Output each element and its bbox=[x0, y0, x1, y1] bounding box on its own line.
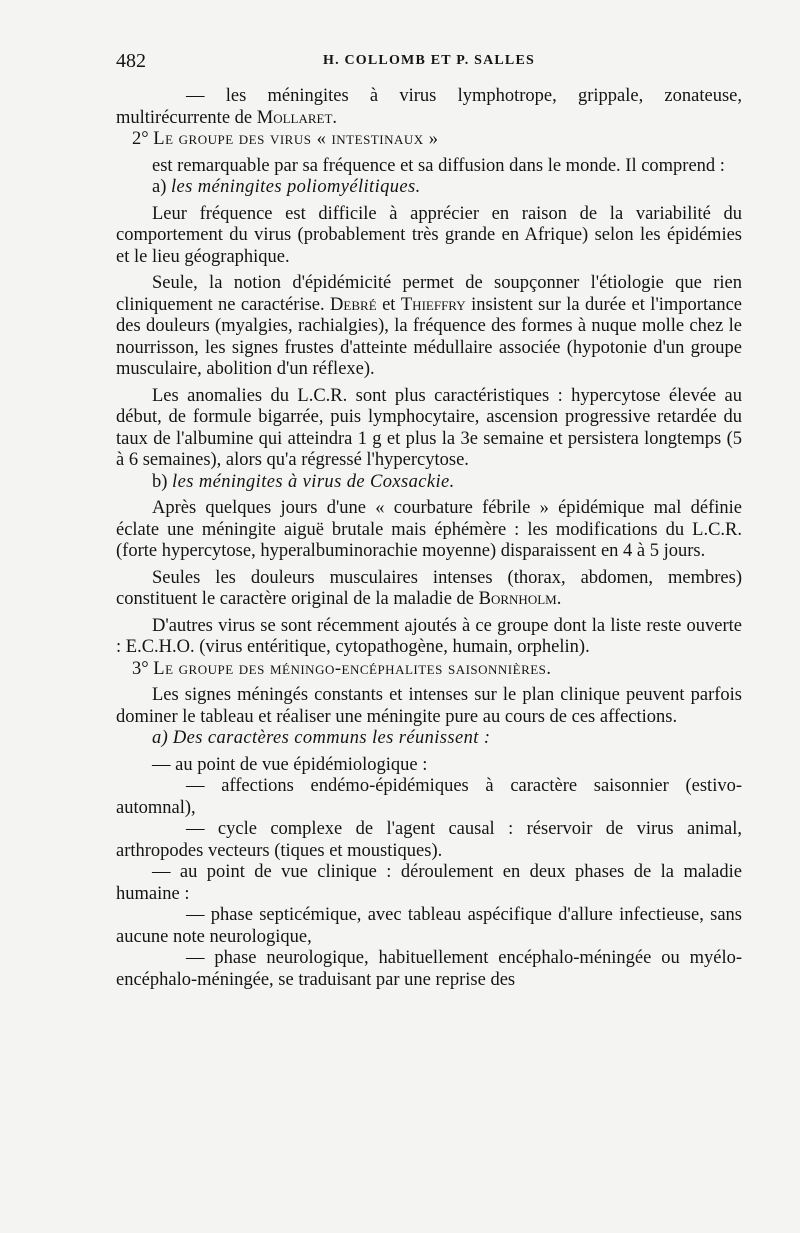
subsection-letter: a) bbox=[152, 728, 169, 748]
paragraph-text: — les méningites à virus lymphotrope, grippale, zonateuse, multirécurrente de bbox=[116, 86, 742, 128]
list-item: — phase septicémique, avec tableau aspécifique d'allure infectieuse, sans aucune note neurologique, bbox=[116, 905, 742, 947]
subsection-heading-a bbox=[116, 177, 742, 199]
paragraph: Les signes méningés constants et intenses sur le plan clinique peuvent parfois dominer le tableau et réaliser une méningite pure au cours de ces affections. bbox=[116, 685, 742, 727]
section-number: 3° bbox=[132, 658, 149, 679]
list-item: — au point de vue clinique : déroulement en deux phases de la maladie humaine : bbox=[116, 862, 742, 904]
author-name: Debré bbox=[330, 294, 377, 315]
ordinal: 3e bbox=[460, 428, 478, 449]
list-item: — phase neurologique, habituellement encéphalo-méningée ou myélo-encéphalo-méningée, se traduisant par une reprise des bbox=[116, 948, 742, 990]
author-name: Mollaret. bbox=[256, 107, 338, 128]
list-item: — au point de vue épidémiologique : bbox=[152, 754, 428, 775]
subsection-heading-a2 bbox=[116, 728, 742, 750]
paragraph: Après quelques jours d'une « courbature fébrile » épidémique mal définie éclate une méningite aiguë brutale mais éphémère : les modifications du L.C.R. (forte hypercytose, hyperalbuminorachie moyenne) disparaissent en 4 à 5 jours. bbox=[116, 498, 742, 561]
paragraph-text: Les anomalies du L.C.R. sont plus caractéristiques : hypercytose élevée au début, de formule bigarrée, puis lymphocytaire, ascension progressive retardée du taux de l'albumine qui atteindra 1 g et plus la bbox=[116, 385, 742, 449]
section-number: 2° bbox=[132, 129, 149, 149]
section-heading-2 bbox=[116, 129, 742, 151]
subsection-letter: b) bbox=[152, 471, 168, 492]
subsection-title: les méningites à virus de Coxsackie. bbox=[172, 471, 455, 492]
list-item: — cycle complexe de l'agent causal : réservoir de virus animal, arthropodes vecteurs (tiques et moustiques). bbox=[116, 819, 742, 861]
paragraph-text: Seules les douleurs musculaires intenses (thorax, abdomen, membres) constituent le caractère original de la maladie de bbox=[116, 567, 742, 609]
section-heading-3 bbox=[116, 659, 742, 681]
paragraph-text: semaine et persistera longtemps (5 à 6 semaines), alors qu'a régressé l'hypercytose. bbox=[116, 428, 742, 470]
author-name: Thieffry bbox=[400, 294, 466, 315]
section-title: Le groupe des méningo-encéphalites saisonnières. bbox=[153, 658, 552, 679]
paragraph: Leur fréquence est difficile à apprécier en raison de la variabilité du comportement du virus (probablement très grande en Afrique) selon les épidémies et le lieu géographique. bbox=[116, 203, 742, 267]
running-title: H. COLLOMB ET P. SALLES bbox=[323, 53, 535, 68]
paragraph-text: et bbox=[382, 294, 396, 315]
paragraph: D'autres virus se sont récemment ajoutés à ce groupe dont la liste reste ouverte : E.C.H.O. (virus entéritique, cytopathogène, humain, orphelin). bbox=[116, 615, 742, 657]
paragraph bbox=[116, 86, 742, 129]
paragraph bbox=[116, 568, 742, 611]
author-name: Bornholm. bbox=[478, 589, 562, 609]
subsection-heading-b bbox=[116, 472, 742, 494]
page-header bbox=[116, 50, 742, 74]
paragraph-text: insistent sur la durée et l'importance des douleurs (myalgies, rachialgies), la fréquence des formes à nuque molle chez le nourrisson, les signes frustes d'atteinte médullaire associée (hypotonie d'un groupe musculaire, abolition d'un réflexe). bbox=[116, 294, 742, 379]
subsection-letter: a) bbox=[152, 177, 167, 197]
paragraph bbox=[116, 273, 742, 381]
page-body bbox=[116, 86, 742, 991]
paragraph: est remarquable par sa fréquence et sa diffusion dans le monde. Il comprend : bbox=[152, 155, 725, 176]
list-item: — affections endémo-épidémiques à caractère saisonnier (estivo-automnal), bbox=[116, 776, 742, 818]
page-number: 482 bbox=[116, 50, 146, 72]
subsection-title: Des caractères communs les réunissent : bbox=[172, 728, 491, 748]
section-title: Le groupe des virus « intestinaux » bbox=[153, 129, 439, 149]
paragraph-text: Seule, la notion d'épidémicité permet de soupçonner l'étiologie que rien cliniquement ne caractérise. bbox=[116, 273, 742, 315]
subsection-title: les méningites poliomyélitiques. bbox=[171, 177, 421, 197]
paragraph bbox=[116, 386, 742, 472]
